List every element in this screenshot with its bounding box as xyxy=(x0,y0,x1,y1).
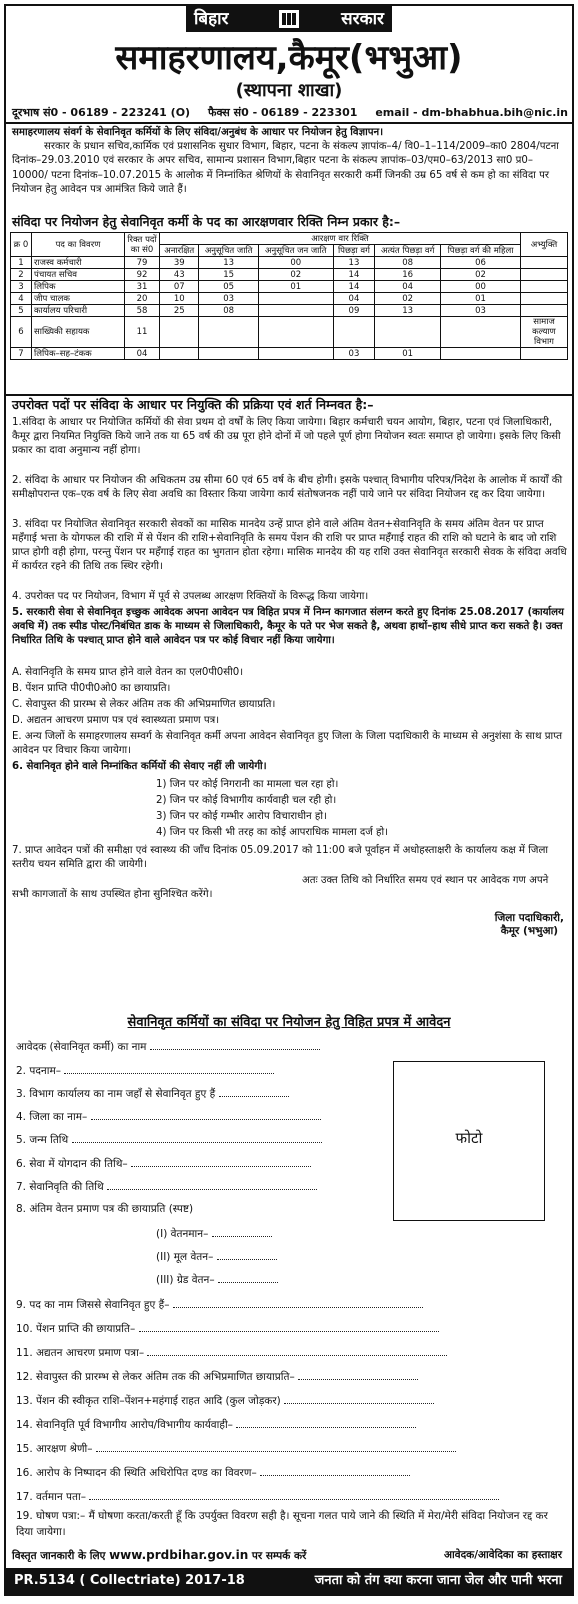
table-cell: 13 xyxy=(199,257,258,269)
table-cell: 08 xyxy=(375,257,441,269)
table-cell: 02 xyxy=(441,269,521,281)
table-cell: 2 xyxy=(11,269,32,281)
office-subtitle: (स्थापना शाखा) xyxy=(235,80,343,101)
form-field-post-name[interactable] xyxy=(16,1296,423,1312)
website-link[interactable]: www.prdbihar.gov.in xyxy=(109,1548,249,1562)
table-cell xyxy=(258,317,333,348)
table-cell: सामाज कल्याण विभाग xyxy=(521,317,568,348)
table-cell: 03 xyxy=(199,293,258,305)
field-blank[interactable] xyxy=(139,1320,439,1332)
condition-4: 4. उपरोक्त पद पर नियोजन, विभाग में पूर्व से उपलब्ध आरक्षण रिक्तियों के विरूद्ध किया जायेगा। xyxy=(12,591,369,602)
form-field-designation[interactable] xyxy=(16,1062,274,1078)
field-label: (I) वेतनमान– xyxy=(156,1228,209,1240)
table-cell: 14 xyxy=(333,269,375,281)
form-field-basic-pay[interactable] xyxy=(156,1248,277,1264)
form-field-retirement-date[interactable] xyxy=(16,1178,317,1194)
field-label: 7. सेवानिवृति की तिथि xyxy=(16,1181,104,1193)
table-row xyxy=(11,317,568,348)
field-blank[interactable] xyxy=(89,1488,499,1500)
field-blank[interactable] xyxy=(212,1225,272,1237)
table-cell: साख्यिकी सहायक xyxy=(32,317,125,348)
form-field-department[interactable] xyxy=(16,1085,289,1101)
condition-1: 1.संविदा के आधार पर नियोजित कर्मियों की सेवा प्रथम दो वर्षों के लिए किया जायेगा। बिहार कर्मचारी चयन आयोग, बिहार, पटना एवं जिलाधिकारी, कैमूर द्वारा नियमित नियुक्ति किये जाने तक या 65 वर्ष की उम्र पूरा होने दोनों में जो पहले पूर्ण होगा नियोजन स्वतः समाप्त हो जायेगा। इसके लिए किसी प्रकार का दावा अनुमान्य नहीं होगा। xyxy=(12,417,561,456)
field-label: 10. पेंशन प्राप्ति की छायाप्रति– xyxy=(16,1323,136,1335)
table-cell: 03 xyxy=(333,348,375,360)
signatory-title: जिला पदाधिकारी, xyxy=(494,912,564,924)
field-label: (III) ग्रेड वेतन– xyxy=(156,1274,215,1286)
table-cell: 03 xyxy=(441,305,521,317)
table-cell: 39 xyxy=(160,257,199,269)
form-field-pension-amount[interactable] xyxy=(16,1392,434,1408)
table-cell: 11 xyxy=(125,317,160,348)
th-unreserved: अनारक्षित xyxy=(160,245,199,257)
contact-line xyxy=(12,106,568,120)
field-label: 14. सेवानिवृति पूर्व विभागीय आरोप/विभागीय कार्यवाही– xyxy=(16,1419,233,1431)
table-cell: 14 xyxy=(333,281,375,293)
form-field-service-book[interactable] xyxy=(16,1368,418,1384)
more-info-prefix: विस्तृत जानकारी के लिए xyxy=(12,1550,106,1562)
table-cell: 7 xyxy=(11,348,32,360)
form-field-name[interactable] xyxy=(16,1038,320,1054)
field-label: 3. विभाग कार्यालय का नाम जहाँ से सेवानिवृत हुए हैं xyxy=(16,1088,216,1100)
vacancy-heading: संविदा पर नियोजन हेतु सेवानिवृत कर्मी के पद का आरक्षणवार रिक्ति निम्न प्रकार है:– xyxy=(12,214,401,229)
table-row xyxy=(11,348,568,360)
condition-3: 3. संविदा पर नियोजित सेवानिवृत सरकारी सेवकों का मासिक मानदेय उन्हें प्राप्त होने वाले अंतिम वेतन+सेवानिवृति के समय अंतिम वेतन पर प्राप्त महँगाई भत्ता के योगफल की राशि में से पेंशन की राशि+सेवानिवृति के समय पेंशन की राशि पर प्राप्त महँगाई राहत की राशि को घटाने के बाद जो राशि प्राप्त होगी वही होगा, परन्तु पेंशन पर महँगाई राहत का भुगतान होता रहेगा। मासिक मानदेय की यह राशि उक्त सेवानिवृत सरकारी सेवक के संविदा अवधि में कार्यरत रहने की तिथि तक स्थिर रहेगी। xyxy=(12,519,567,572)
field-label: 4. जिला का नाम– xyxy=(16,1111,88,1123)
table-cell: 04 xyxy=(125,348,160,360)
field-label: 12. सेवापुस्त की प्रारम्भ से लेकर अंतिम तक की अभिप्रमाणित छायाप्रति– xyxy=(16,1371,295,1383)
exclusion-3: 3) जिन पर कोई गम्भीर आरोप विचाराधीन हो। xyxy=(156,811,327,822)
banner-right-text: सरकार xyxy=(341,9,384,29)
field-label: 15. आरक्षण श्रेणी– xyxy=(16,1443,93,1455)
table-cell: 06 xyxy=(441,257,521,269)
intro-lead: समाहरणालय संवर्ग के सेवानिवृत कर्मियों के लिए संविदा/अनुबंध के आधार पर नियोजन हेतु विज्ञापन। xyxy=(12,127,384,138)
table-cell xyxy=(333,317,375,348)
exclusion-1: 1) जिन पर कोई निगरानी का मामला चल रहा हो। xyxy=(156,779,339,790)
form-field-conduct-certificate[interactable] xyxy=(16,1344,447,1360)
table-cell: 08 xyxy=(199,305,258,317)
pr-number: PR.5134 ( Collectriate) 2017-18 xyxy=(14,1573,245,1588)
table-cell xyxy=(258,293,333,305)
exclusion-2: 2) जिन पर कोई विभागीय कार्यवाही चल रही हो। xyxy=(156,795,337,806)
document-c: C. सेवापुस्त की प्रारम्भ से लेकर अंतिम तक की अभिप्रमाणित छायाप्रति। xyxy=(12,699,276,710)
district-magistrate-signature xyxy=(495,912,564,938)
phone-number: दूरभाष सं0 - 06189 - 223241 (O) xyxy=(12,106,191,119)
table-cell: लिपिक xyxy=(32,281,125,293)
table-cell: 01 xyxy=(441,293,521,305)
table-cell xyxy=(258,305,333,317)
th-st: अनुसूचित जन जाति xyxy=(258,245,333,257)
field-blank[interactable] xyxy=(217,1248,277,1260)
table-cell: 13 xyxy=(375,305,441,317)
th-ebc: अत्यंत पिछड़ा वर्ग xyxy=(375,245,441,257)
table-cell xyxy=(375,317,441,348)
document-b: B. पेंशन प्राप्ति पी0पी0ओ0 का छायाप्रति। xyxy=(12,683,171,694)
table-cell: 3 xyxy=(11,281,32,293)
condition-5: 5. सरकारी सेवा से सेवानिवृत इच्छुक आवेदक अपना आवेदन पत्र विहित प्रपत्र में निम्न कागजात संलग्न करते हुए दिनांक 25.08.2017 (कार्यालय अवधि में) तक स्पीड पोस्ट/निबंधित डाक के माध्यम से जिलाधिकारी, कैमूर के पते पर भेज सकते है, अथवा हाथों–हाथ सीधे प्राप्त करा सकते है। उक्त निर्धारित तिथि के पश्चात् प्राप्त होने वाले आवेदन पत्र पर कोई विचार नहीं किया जायेगा। xyxy=(12,607,564,646)
advertisement-page xyxy=(4,4,574,1596)
banner-left-text: बिहार xyxy=(194,9,229,29)
photo-box[interactable] xyxy=(393,1061,545,1221)
form-field-last-pay xyxy=(16,1202,193,1216)
more-info-line xyxy=(12,1548,306,1563)
field-blank[interactable] xyxy=(236,1416,416,1428)
th-reservation-group: आरक्षण वार रिक्ति xyxy=(160,233,521,245)
field-blank[interactable] xyxy=(218,1271,278,1283)
table-row xyxy=(11,305,568,317)
condition-2: 2. संविदा के आधार पर नियोजन की अधिकतम उम्र सीमा 60 एवं 65 वर्ष के बीच होगी। इसके पश्चात् विभागीय परिपत्र/निदेश के आलोक में कार्यों की समीक्षोपरान्त एक–एक वर्ष के लिए सेवा अवधि का विस्तार किया जायेगा कार्य संतोषजनक नहीं पाये जाने पर संविदा नियोजन रद्द कर दिया जायेगा। xyxy=(12,475,563,500)
condition-7: 7. प्राप्त आवेदन पत्रों की समीक्षा एवं स्वास्थ्य की जाँच दिनांक 05.09.2017 को 11:00 बजे पूर्वाहन में अधोहस्ताक्षरी के कार्यालय कक्ष में जिला स्तरीय चयन समिति द्वारा की जायेगी। xyxy=(12,845,549,870)
field-blank[interactable] xyxy=(72,1131,322,1143)
table-cell: 15 xyxy=(199,269,258,281)
form-field-pension-copy[interactable] xyxy=(16,1320,439,1336)
table-cell xyxy=(258,348,333,360)
field-blank[interactable] xyxy=(131,1155,311,1167)
th-post: पद का विवरण xyxy=(32,233,125,257)
condition-7-note: अतः उक्त तिथि को निर्धारित समय एवं स्थान पर आवेदक गण अपने सभी कागजातों के साथ उपस्थित होना सुनिश्चित करेंगे। xyxy=(12,875,549,900)
field-label: 9. पद का नाम जिससे सेवानिवृत हुए हैं– xyxy=(16,1299,170,1311)
table-row xyxy=(11,257,568,269)
table-cell: 07 xyxy=(160,281,199,293)
email-address: email - dm-bhabhua.bih@nic.in xyxy=(375,106,568,119)
field-blank[interactable] xyxy=(298,1368,418,1380)
table-cell xyxy=(521,293,568,305)
form-field-grade-pay[interactable] xyxy=(156,1271,278,1287)
field-label: 6. सेवा में योगदान की तिथि– xyxy=(16,1158,128,1170)
document-e: E. अन्य जिलों के समाहरणालय सम्वर्ग के सेवानिवृत कर्मी अपना आवेदन सेवानिवृत हुए जिला के जिला पदाधिकारी के माध्यम से अनुशंसा के साथ प्राप्त आवेदन पर विचार किया जायेगा। xyxy=(12,731,563,756)
table-cell: 10 xyxy=(160,293,199,305)
table-cell: 43 xyxy=(160,269,199,281)
vacancy-table xyxy=(10,232,568,360)
divider xyxy=(6,394,572,396)
field-label: 16. आरोप के निष्पादन की स्थिति अधिरोपित दण्ड का विवरण– xyxy=(16,1467,257,1479)
table-cell xyxy=(199,317,258,348)
banner-bar xyxy=(186,6,392,32)
field-label: 8. अंतिम वेतन प्रमाण पत्र की छायाप्रति (स्पष्ट) xyxy=(16,1203,194,1215)
table-cell xyxy=(521,281,568,293)
field-blank[interactable] xyxy=(107,1178,317,1190)
table-cell: 31 xyxy=(125,281,160,293)
divider xyxy=(6,122,572,124)
table-row xyxy=(11,293,568,305)
field-blank[interactable] xyxy=(260,1464,410,1476)
table-cell: 58 xyxy=(125,305,160,317)
form-field-reservation-category[interactable] xyxy=(16,1440,456,1456)
field-blank[interactable] xyxy=(64,1062,274,1074)
table-cell: 92 xyxy=(125,269,160,281)
table-cell: 16 xyxy=(375,269,441,281)
field-blank[interactable] xyxy=(173,1296,423,1308)
table-cell: 4 xyxy=(11,293,32,305)
field-blank[interactable] xyxy=(147,1344,447,1356)
vacancy-table-body xyxy=(11,257,568,360)
table-cell: जीप चालक xyxy=(32,293,125,305)
field-label: 2. पदनाम– xyxy=(16,1065,61,1077)
field-label: आवेदक (सेवानिवृत कर्मी) का नाम xyxy=(16,1041,147,1053)
field-blank[interactable] xyxy=(91,1108,321,1120)
form-field-joining-date[interactable] xyxy=(16,1155,311,1171)
table-row xyxy=(11,269,568,281)
th-bc-women: पिछड़ा वर्ग की महिला xyxy=(441,245,521,257)
table-cell: 20 xyxy=(125,293,160,305)
table-cell xyxy=(441,317,521,348)
field-label: 17. वर्तमान पता– xyxy=(16,1491,86,1503)
table-cell: 02 xyxy=(258,269,333,281)
field-label: 13. पेंशन की स्वीकृत राशि–पेंशन+महंगाई राहत आदि (कुल जोड़कर) xyxy=(16,1395,281,1407)
table-cell: 13 xyxy=(333,257,375,269)
signatory-place: कैमूर (भभुआ) xyxy=(500,925,559,937)
photo-label: फोटो xyxy=(455,1129,483,1147)
table-cell: 00 xyxy=(258,257,333,269)
applicant-signature: आवेदक/आवेदिका का हस्ताक्षर xyxy=(444,1549,562,1561)
table-cell xyxy=(521,305,568,317)
form-field-dob[interactable] xyxy=(16,1131,322,1147)
th-sno: क्र 0 xyxy=(11,233,32,257)
form-title: सेवानिवृत कर्मियों का संविदा पर नियोजन हेतु विहित प्रपत्र में आवेदन xyxy=(127,1015,451,1030)
bihar-emblem-icon xyxy=(273,8,305,30)
table-cell xyxy=(521,269,568,281)
form-declaration: 19. घोषण पत्रा:– मैं घोषणा करता/करती हूँ कि उपर्युक्त विवरण सही है। सूचना गलत पाये जाने की स्थिति में मेरा/मेरी संविदा नियोजन रद्द कर दिया जायेगा। xyxy=(16,1510,548,1538)
more-info-suffix: पर सम्पर्क करें xyxy=(251,1550,307,1562)
table-cell xyxy=(160,317,199,348)
table-cell: 1 xyxy=(11,257,32,269)
table-cell: 01 xyxy=(375,348,441,360)
conditions-heading: उपरोक्त पदों पर संविदा के आधार पर नियुक्ति की प्रक्रिया एवं शर्त निम्नवत है:– xyxy=(12,397,374,412)
table-cell: लिपिक–सह–टंकक xyxy=(32,348,125,360)
table-cell: 05 xyxy=(199,281,258,293)
table-cell: 01 xyxy=(258,281,333,293)
field-blank[interactable] xyxy=(284,1392,434,1404)
table-cell: 00 xyxy=(441,281,521,293)
th-sc: अनुसूचित जाति xyxy=(199,245,258,257)
field-blank[interactable] xyxy=(150,1038,320,1050)
field-blank[interactable] xyxy=(219,1085,289,1097)
office-title: समाहरणालय,कैमूर(भभुआ) xyxy=(115,38,463,78)
th-total: रिक्त पदों का सं0 xyxy=(125,233,160,257)
table-cell: पंचायत सचिव xyxy=(32,269,125,281)
field-label: 5. जन्म तिथि xyxy=(16,1134,69,1146)
table-row xyxy=(11,281,568,293)
table-cell: 25 xyxy=(160,305,199,317)
intro-body: सरकार के प्रधान सचिव,कार्मिक एवं प्रशासनिक सुधार विभाग, बिहार, पटना के संकल्प ज्ञापांक–4/ वि0–1–114/2009–का0 2804/पटना दिनांक–29.03.2010 एवं सरकार के अपर सचिव, सामान्य प्रशासन विभाग,बिहार पटना के संकल्प ज्ञापांक–03/एम0–63/2013 सा0 प्र0–10000/ पटना दिनांक–10.07.2015 के आलोक में निम्नांकित श्रेणियों के सेवानिवृत सरकारी कर्मी जिनकी उम्र 65 वर्ष से कम हो का संविदा पर नियोजन हेतु आवेदन पत्र आमंत्रित किये जाते हैं। xyxy=(12,141,559,195)
table-cell: 5 xyxy=(11,305,32,317)
document-d: D. अद्यतन आचरण प्रमाण पत्र एवं स्वास्थ्यता प्रमाण पत्र। xyxy=(12,715,220,726)
field-label: (II) मूल वेतन– xyxy=(156,1251,214,1263)
footer-bar xyxy=(6,1568,572,1594)
form-field-address[interactable] xyxy=(16,1488,499,1504)
field-label: 11. अद्यतन आचरण प्रमाण पत्रा– xyxy=(16,1347,145,1359)
table-cell: कार्यालय परिचारी xyxy=(32,305,125,317)
form-field-penalty-details[interactable] xyxy=(16,1464,410,1480)
table-cell xyxy=(441,348,521,360)
table-cell: राजस्व कर्मचारी xyxy=(32,257,125,269)
table-cell xyxy=(521,348,568,360)
form-field-pay-scale[interactable] xyxy=(156,1225,272,1241)
condition-6: 6. सेवानिवृत होने वाले निम्नांकित कर्मियों की सेवाए नहीं ली जायेगी। xyxy=(12,761,267,772)
bihar-sarkar-banner xyxy=(6,6,572,34)
fax-number: फैक्स सं0 - 06189 - 223301 xyxy=(208,106,358,119)
table-cell: 04 xyxy=(333,293,375,305)
field-blank[interactable] xyxy=(96,1440,456,1452)
th-bc: पिछड़ा वर्ग xyxy=(333,245,375,257)
table-cell: 02 xyxy=(375,293,441,305)
table-cell xyxy=(199,348,258,360)
exclusion-4: 4) जिन पर किसी भी तरह का कोई आपराधिक मामला दर्ज हो। xyxy=(156,827,388,838)
table-cell: 09 xyxy=(333,305,375,317)
document-a: A. सेवानिवृति के समय प्राप्त होने वाले वेतन का एल0पी0सी0। xyxy=(12,667,244,678)
table-cell: 79 xyxy=(125,257,160,269)
form-field-departmental-charges[interactable] xyxy=(16,1416,416,1432)
form-field-district[interactable] xyxy=(16,1108,321,1124)
intro-paragraph xyxy=(12,126,566,197)
table-cell: 04 xyxy=(375,281,441,293)
table-cell xyxy=(521,257,568,269)
table-cell xyxy=(160,348,199,360)
th-remark: अभ्युक्ति xyxy=(521,233,568,257)
slogan: जनता को तंग क्या करना जाना जेल और पानी भरना xyxy=(314,1573,562,1588)
table-cell: 6 xyxy=(11,317,32,348)
